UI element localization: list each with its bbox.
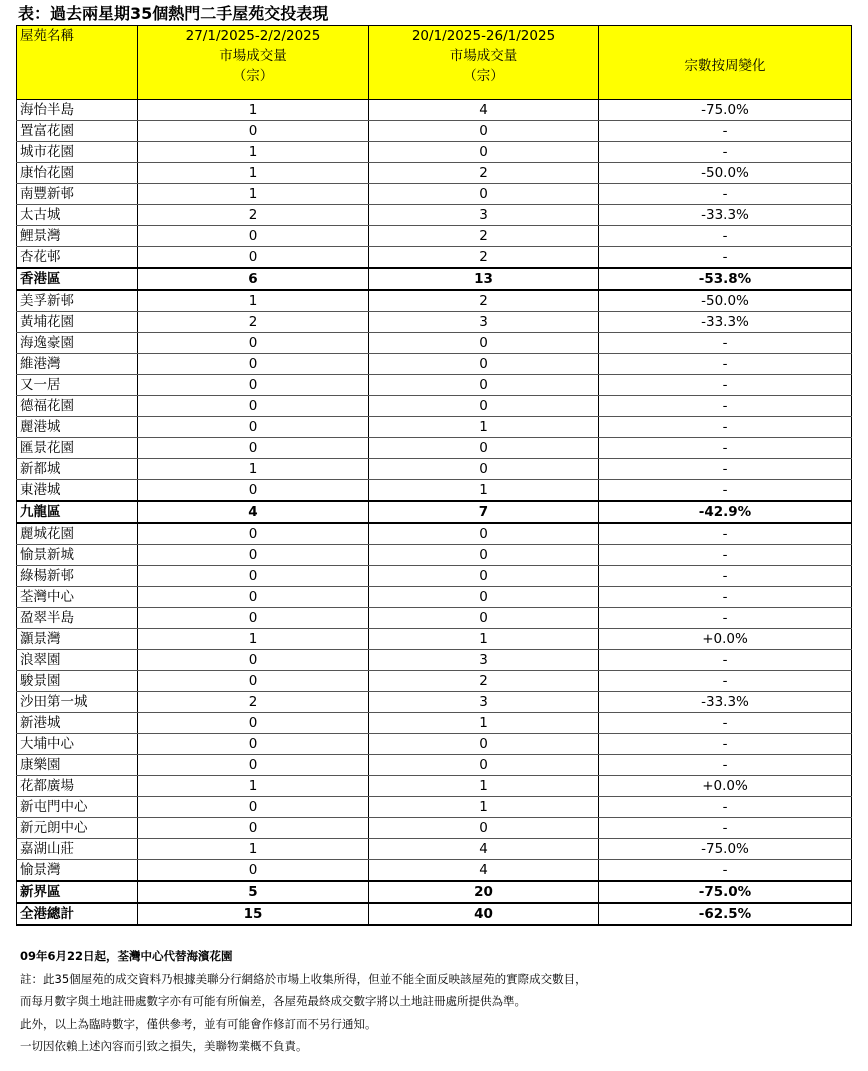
change-cell: - [599, 818, 852, 839]
change-cell: - [599, 459, 852, 480]
table-title: 表：過去兩星期35個熱門二手屋苑交投表現 [18, 4, 329, 23]
change-cell: - [599, 184, 852, 205]
week1-volume-cell: 0 [138, 480, 369, 502]
week1-volume-cell: 0 [138, 121, 369, 142]
header-weekly-change: 宗數按周變化 [599, 26, 852, 100]
week2-volume-cell: 0 [369, 523, 599, 545]
change-cell: - [599, 566, 852, 587]
change-cell: - [599, 247, 852, 269]
table-row [17, 523, 852, 545]
estate-name-cell: 花都廣場 [17, 776, 138, 797]
week2-volume-cell: 3 [369, 312, 599, 333]
week2-volume-cell: 0 [369, 184, 599, 205]
estate-name-cell: 盈翠半島 [17, 608, 138, 629]
change-cell: -75.0% [599, 100, 852, 121]
change-cell: -53.8% [599, 268, 852, 290]
change-cell: -42.9% [599, 501, 852, 523]
table-row [17, 226, 852, 247]
estate-name-cell: 九龍區 [17, 501, 138, 523]
estate-name-cell: 海逸豪園 [17, 333, 138, 354]
week1-volume-cell: 0 [138, 354, 369, 375]
week1-volume-cell: 1 [138, 290, 369, 312]
table-row [17, 142, 852, 163]
week2-volume-cell: 0 [369, 375, 599, 396]
week1-volume-cell: 0 [138, 566, 369, 587]
estate-name-cell: 康怡花園 [17, 163, 138, 184]
subtotal-row [17, 501, 852, 523]
week2-volume-cell: 0 [369, 354, 599, 375]
table-row [17, 713, 852, 734]
week1-volume-cell: 0 [138, 734, 369, 755]
week2-volume-cell: 0 [369, 818, 599, 839]
transactions-table [16, 25, 852, 926]
week1-volume-cell: 0 [138, 396, 369, 417]
change-cell: - [599, 797, 852, 818]
change-cell: - [599, 142, 852, 163]
week2-volume-cell: 0 [369, 459, 599, 480]
estate-name-cell: 新港城 [17, 713, 138, 734]
week2-volume-cell: 1 [369, 417, 599, 438]
week1-volume-cell: 0 [138, 523, 369, 545]
estate-name-cell: 置富花園 [17, 121, 138, 142]
week1-volume-cell: 0 [138, 608, 369, 629]
table-row [17, 629, 852, 650]
week2-volume-cell: 4 [369, 860, 599, 882]
note-disclaimer-3: 此外，以上為臨時數字，僅供參考，並有可能會作修訂而不另行通知。 [20, 1016, 377, 1031]
week1-volume-cell: 15 [138, 903, 369, 925]
estate-name-cell: 海怡半島 [17, 100, 138, 121]
change-cell: -62.5% [599, 903, 852, 925]
week1-volume-cell: 1 [138, 100, 369, 121]
footnotes [20, 945, 850, 1058]
week1-volume-cell: 0 [138, 650, 369, 671]
change-cell: - [599, 354, 852, 375]
table-row [17, 480, 852, 502]
table-row [17, 312, 852, 333]
header-estate-name: 屋苑名稱 [17, 26, 138, 100]
week2-volume-cell: 4 [369, 100, 599, 121]
table-row [17, 438, 852, 459]
table-row [17, 608, 852, 629]
table-row [17, 290, 852, 312]
change-cell: -33.3% [599, 312, 852, 333]
estate-name-cell: 維港灣 [17, 354, 138, 375]
change-cell: -50.0% [599, 163, 852, 184]
week2-volume-cell: 2 [369, 226, 599, 247]
week1-volume-cell: 0 [138, 587, 369, 608]
week1-volume-cell: 2 [138, 692, 369, 713]
week1-volume-cell: 0 [138, 333, 369, 354]
change-cell: - [599, 121, 852, 142]
estate-name-cell: 康樂園 [17, 755, 138, 776]
week1-volume-cell: 0 [138, 860, 369, 882]
estate-name-cell: 又一居 [17, 375, 138, 396]
week2-volume-cell: 3 [369, 650, 599, 671]
table-row [17, 587, 852, 608]
estate-name-cell: 南豐新邨 [17, 184, 138, 205]
table-header-row [17, 26, 852, 100]
estate-name-cell: 駿景園 [17, 671, 138, 692]
week2-volume-cell: 0 [369, 142, 599, 163]
week2-volume-cell: 7 [369, 501, 599, 523]
week2-volume-cell: 0 [369, 587, 599, 608]
week2-volume-cell: 0 [369, 734, 599, 755]
header-week1-dates: 27/1/2025-2/2/2025 [185, 28, 321, 44]
estate-name-cell: 灝景灣 [17, 629, 138, 650]
change-cell: - [599, 375, 852, 396]
week2-volume-cell: 0 [369, 333, 599, 354]
week1-volume-cell: 0 [138, 797, 369, 818]
week1-volume-cell: 1 [138, 163, 369, 184]
week1-volume-cell: 0 [138, 545, 369, 566]
week2-volume-cell: 3 [369, 205, 599, 226]
week2-volume-cell: 2 [369, 290, 599, 312]
estate-name-cell: 鯉景灣 [17, 226, 138, 247]
change-cell: - [599, 608, 852, 629]
week1-volume-cell: 1 [138, 776, 369, 797]
table-row [17, 396, 852, 417]
estate-name-cell: 沙田第一城 [17, 692, 138, 713]
change-cell: - [599, 671, 852, 692]
change-cell: -75.0% [599, 881, 852, 903]
estate-name-cell: 大埔中心 [17, 734, 138, 755]
week1-volume-cell: 1 [138, 184, 369, 205]
estate-name-cell: 德福花園 [17, 396, 138, 417]
estate-name-cell: 新界區 [17, 881, 138, 903]
week1-volume-cell: 1 [138, 142, 369, 163]
table-row [17, 205, 852, 226]
estate-name-cell: 全港總計 [17, 903, 138, 925]
change-cell: +0.0% [599, 776, 852, 797]
change-cell: - [599, 438, 852, 459]
estate-name-cell: 愉景灣 [17, 860, 138, 882]
week1-volume-cell: 6 [138, 268, 369, 290]
week2-volume-cell: 20 [369, 881, 599, 903]
table-row [17, 755, 852, 776]
change-cell: -33.3% [599, 205, 852, 226]
estate-name-cell: 太古城 [17, 205, 138, 226]
table-row [17, 545, 852, 566]
header-week1-unit: （宗） [232, 68, 274, 84]
table-row [17, 417, 852, 438]
week1-volume-cell: 2 [138, 312, 369, 333]
note-disclaimer-2: 而每月數字與土地註冊處數字亦有可能有所偏差，各屋苑最終成交數字將以土地註冊處所提供為準。 [20, 994, 526, 1008]
change-cell: -50.0% [599, 290, 852, 312]
table-row [17, 671, 852, 692]
week2-volume-cell: 4 [369, 839, 599, 860]
change-cell: - [599, 734, 852, 755]
week1-volume-cell: 0 [138, 755, 369, 776]
week1-volume-cell: 1 [138, 629, 369, 650]
estate-name-cell: 城市花園 [17, 142, 138, 163]
table-row [17, 734, 852, 755]
week2-volume-cell: 0 [369, 545, 599, 566]
week1-volume-cell: 2 [138, 205, 369, 226]
table-row [17, 354, 852, 375]
week2-volume-cell: 0 [369, 438, 599, 459]
estate-name-cell: 新屯門中心 [17, 797, 138, 818]
week1-volume-cell: 0 [138, 226, 369, 247]
change-cell: +0.0% [599, 629, 852, 650]
note-replacement: 09年6月22日起，荃灣中心代替海濱花園 [20, 949, 233, 963]
table-row [17, 797, 852, 818]
table-row [17, 839, 852, 860]
estate-name-cell: 嘉湖山莊 [17, 839, 138, 860]
week2-volume-cell: 3 [369, 692, 599, 713]
change-cell: - [599, 333, 852, 354]
week2-volume-cell: 1 [369, 629, 599, 650]
estate-name-cell: 黃埔花園 [17, 312, 138, 333]
subtotal-row [17, 903, 852, 925]
table-row [17, 459, 852, 480]
estate-name-cell: 麗港城 [17, 417, 138, 438]
change-cell: - [599, 650, 852, 671]
estate-name-cell: 新元朗中心 [17, 818, 138, 839]
week2-volume-cell: 1 [369, 713, 599, 734]
week1-volume-cell: 0 [138, 417, 369, 438]
subtotal-row [17, 268, 852, 290]
change-cell: - [599, 713, 852, 734]
table-row [17, 818, 852, 839]
estate-name-cell: 香港區 [17, 268, 138, 290]
change-cell: - [599, 587, 852, 608]
table-row [17, 247, 852, 269]
estate-name-cell: 東港城 [17, 480, 138, 502]
estate-name-cell: 匯景花園 [17, 438, 138, 459]
week2-volume-cell: 13 [369, 268, 599, 290]
change-cell: - [599, 860, 852, 882]
week2-volume-cell: 1 [369, 797, 599, 818]
table-row [17, 566, 852, 587]
change-cell: - [599, 396, 852, 417]
table-row [17, 100, 852, 121]
week2-volume-cell: 0 [369, 608, 599, 629]
table-row [17, 375, 852, 396]
estate-name-cell: 新都城 [17, 459, 138, 480]
week1-volume-cell: 0 [138, 818, 369, 839]
change-cell: - [599, 417, 852, 438]
estate-name-cell: 綠楊新邨 [17, 566, 138, 587]
note-disclaimer-1: 註：此35個屋苑的成交資料乃根據美聯分行網絡於市場上收集所得，但並不能全面反映該屋苑的實際成交數目， [20, 971, 587, 986]
note-disclaimer-4: 一切因依賴上述內容而引致之損失，美聯物業概不負責。 [20, 1039, 308, 1053]
change-cell: -33.3% [599, 692, 852, 713]
week1-volume-cell: 0 [138, 375, 369, 396]
header-week2-unit: （宗） [463, 68, 504, 84]
week2-volume-cell: 2 [369, 671, 599, 692]
week2-volume-cell: 1 [369, 776, 599, 797]
header-week2 [369, 26, 599, 100]
change-cell: - [599, 545, 852, 566]
week1-volume-cell: 0 [138, 247, 369, 269]
week2-volume-cell: 2 [369, 163, 599, 184]
estate-name-cell: 美孚新邨 [17, 290, 138, 312]
change-cell: - [599, 755, 852, 776]
change-cell: - [599, 480, 852, 502]
table-row [17, 650, 852, 671]
week1-volume-cell: 4 [138, 501, 369, 523]
week2-volume-cell: 0 [369, 396, 599, 417]
table-row [17, 776, 852, 797]
header-week2-dates: 20/1/2025-26/1/2025 [411, 28, 556, 44]
week1-volume-cell: 0 [138, 671, 369, 692]
week2-volume-cell: 1 [369, 480, 599, 502]
table-row [17, 692, 852, 713]
week2-volume-cell: 40 [369, 903, 599, 925]
week2-volume-cell: 0 [369, 121, 599, 142]
table-row [17, 184, 852, 205]
week2-volume-cell: 2 [369, 247, 599, 269]
week1-volume-cell: 1 [138, 459, 369, 480]
subtotal-row [17, 881, 852, 903]
header-week2-label: 市場成交量 [449, 48, 518, 64]
change-cell: - [599, 226, 852, 247]
estate-name-cell: 浪翠園 [17, 650, 138, 671]
week1-volume-cell: 0 [138, 438, 369, 459]
table-row [17, 860, 852, 882]
change-cell: -75.0% [599, 839, 852, 860]
week2-volume-cell: 0 [369, 566, 599, 587]
week1-volume-cell: 5 [138, 881, 369, 903]
header-week1 [138, 26, 369, 100]
estate-name-cell: 荃灣中心 [17, 587, 138, 608]
table-row [17, 333, 852, 354]
table-row [17, 121, 852, 142]
estate-name-cell: 杏花邨 [17, 247, 138, 269]
table-row [17, 163, 852, 184]
week1-volume-cell: 0 [138, 713, 369, 734]
change-cell: - [599, 523, 852, 545]
header-week1-label: 市場成交量 [219, 48, 287, 64]
estate-name-cell: 麗城花園 [17, 523, 138, 545]
estate-name-cell: 愉景新城 [17, 545, 138, 566]
week2-volume-cell: 0 [369, 755, 599, 776]
week1-volume-cell: 1 [138, 839, 369, 860]
